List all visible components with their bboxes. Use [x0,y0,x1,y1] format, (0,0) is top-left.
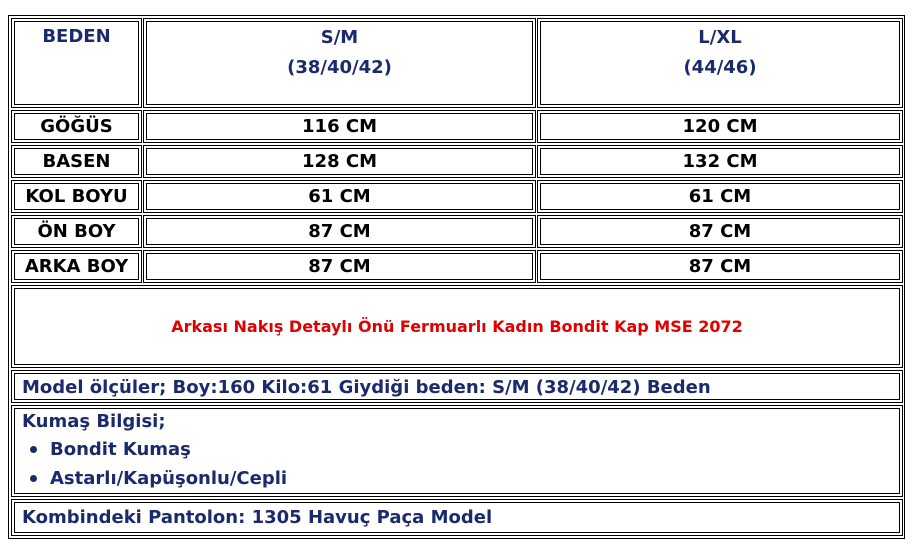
header-sm-numbers: (38/40/42) [287,57,392,78]
row-on-boy-sm-cell [143,215,536,248]
fabric-list [22,435,287,493]
row-lxl-value: 87 CM [688,221,752,242]
row-basen-lxl-cell [537,145,903,178]
row-label: ÖN BOY [37,221,116,242]
fabric-heading: Kumaş Bilgisi; [22,411,166,432]
row-sm-value: 128 CM [302,151,377,172]
combination-cell [11,499,903,536]
row-sm-value: 87 CM [308,256,371,277]
header-lxl-cell [537,18,903,108]
list-item [22,464,287,493]
row-arka-boy-lxl-cell [537,250,903,283]
product-title-cell [11,285,903,368]
row-kol-boyu-lxl-cell [537,180,903,213]
model-info: Model ölçüler; Boy:160 Kilo:61 Giydiği beden: S/M (38/40/42) Beden [22,377,711,398]
row-on-boy-lxl-cell [537,215,903,248]
fabric-item: Bondit Kumaş [50,439,191,460]
row-label: BASEN [42,151,111,172]
header-lxl-numbers: (44/46) [683,57,757,78]
combination-info: Kombindeki Pantolon: 1305 Havuç Paça Model [22,507,493,528]
row-sm-value: 87 CM [308,221,371,242]
header-lxl-size: L/XL [698,27,742,48]
row-basen-sm-cell [143,145,536,178]
header-beden-cell [11,18,142,108]
list-item [22,435,287,464]
row-lxl-value: 132 CM [682,151,758,172]
bullet-icon [30,475,37,482]
row-gogus-sm-cell [143,110,536,143]
row-arka-boy-label-cell [11,250,142,283]
row-label: GÖĞÜS [40,116,113,137]
row-kol-boyu-sm-cell [143,180,536,213]
row-arka-boy-sm-cell [143,250,536,283]
row-kol-boyu-label-cell [11,180,142,213]
row-sm-value: 61 CM [308,186,371,207]
row-lxl-value: 61 CM [688,186,752,207]
fabric-item: Astarlı/Kapüşonlu/Cepli [50,468,288,489]
row-lxl-value: 120 CM [682,116,758,137]
header-sm-size: S/M [320,27,359,48]
bullet-icon [30,446,37,453]
header-beden: BEDEN [42,26,111,47]
product-title: Arkası Nakış Detaylı Önü Fermuarlı Kadın Bondit Kap MSE 2072 [171,317,743,336]
row-basen-label-cell [11,145,142,178]
row-label: KOL BOYU [25,186,128,207]
row-label: ARKA BOY [24,256,129,277]
row-gogus-label-cell [11,110,142,143]
row-gogus-lxl-cell [537,110,903,143]
header-sm-cell [143,18,536,108]
model-info-cell [11,370,903,403]
row-on-boy-label-cell [11,215,142,248]
row-lxl-value: 87 CM [688,256,752,277]
row-sm-value: 116 CM [302,116,377,137]
fabric-info-cell [11,405,903,497]
